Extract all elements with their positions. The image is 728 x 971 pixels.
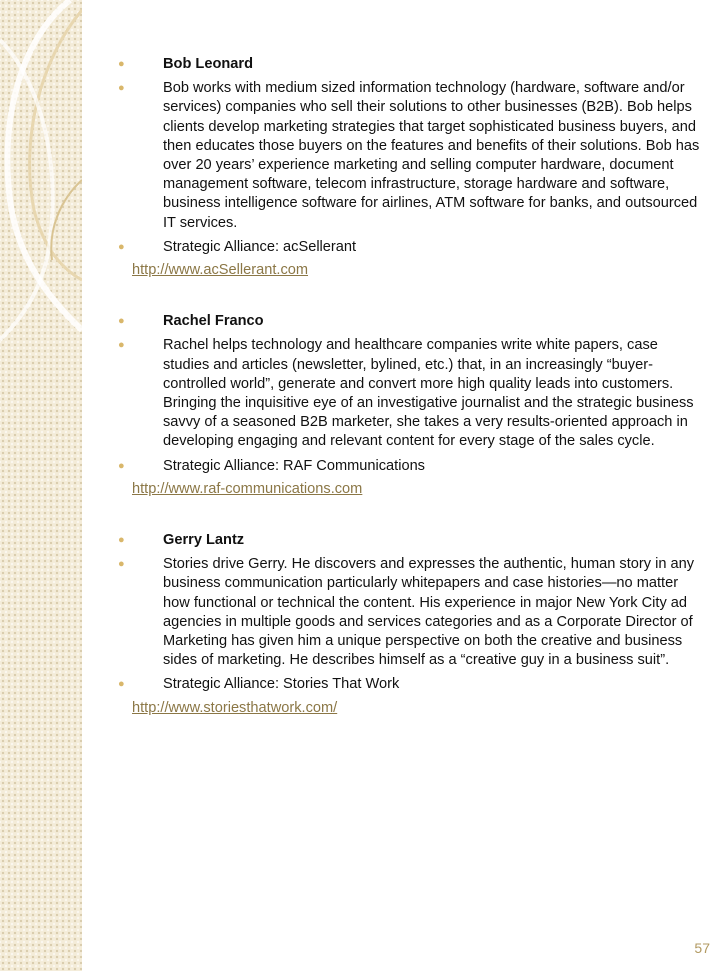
bullet-icon: ● bbox=[118, 315, 125, 328]
profile-alliance-item bbox=[118, 238, 708, 257]
bullet-icon: ● bbox=[118, 558, 125, 571]
profile-section bbox=[118, 312, 708, 499]
profile-description: Bob works with medium sized information technology (hardware, software and/or services) companies who sell their solutions to other businesses (B2B). Bob helps clients develop marketing strategies that target sophisticated business buyers, and then educates those buyers on the features and benefits of their solutions. Bob has over 20 years’ experience marketing and selling computer hardware, document management software, telecom infrastructure, storage hardware and software, business intelligence software for airlines, ATM software for banks, and outsourced IT services. bbox=[163, 80, 700, 231]
profile-alliance: Strategic Alliance: RAF Communications bbox=[163, 457, 425, 474]
bullet-icon: ● bbox=[118, 534, 125, 547]
bullet-icon: ● bbox=[118, 678, 125, 691]
bullet-icon: ● bbox=[118, 82, 125, 95]
profile-description-item bbox=[118, 79, 708, 233]
bullet-icon: ● bbox=[118, 240, 125, 253]
bullet-icon: ● bbox=[118, 339, 125, 352]
page-content bbox=[118, 52, 708, 750]
profile-section bbox=[118, 55, 708, 280]
profile-name-item bbox=[118, 531, 708, 550]
profile-section bbox=[118, 531, 708, 718]
profile-name: Gerry Lantz bbox=[163, 532, 245, 549]
profile-alliance: Strategic Alliance: Stories That Work bbox=[163, 676, 400, 693]
bullet-icon: ● bbox=[118, 58, 125, 70]
profile-link[interactable]: http://www.acSellerant.com bbox=[132, 262, 309, 279]
decorative-sidebar bbox=[0, 0, 82, 971]
profile-name-item bbox=[118, 55, 708, 74]
profile-alliance-item bbox=[118, 675, 708, 694]
profile-link[interactable]: http://www.storiesthatwork.com/ bbox=[132, 699, 338, 716]
profile-link[interactable]: http://www.raf-communications.com bbox=[132, 480, 363, 497]
profile-name: Rachel Franco bbox=[163, 313, 264, 330]
profile-description-item bbox=[118, 336, 708, 451]
bullet-icon: ● bbox=[118, 459, 125, 472]
profile-alliance: Strategic Alliance: acSellerant bbox=[163, 238, 357, 255]
profile-description: Stories drive Gerry. He discovers and expresses the authentic, human story in any business communication particularly whitepapers and case histories—no matter how functional or technical the content. His experience in major New York City ad agencies in multiple goods and services categories and as a Corporate Director of Marketing has given him a unique perspective on both the creative and business sides of marketing. He describes himself as a “creative guy in a business suit”. bbox=[163, 556, 695, 669]
profile-name-item bbox=[118, 312, 708, 331]
profile-description: Rachel helps technology and healthcare companies write white papers, case studies and articles (newsletter, bylined, etc.) that, in an increasingly “buyer-controlled world”, generate and convert more high quality leads into customers. Bringing the inquisitive eye of an investigative journalist and the strategic business savvy of a seasoned B2B marketer, she takes a very results-oriented approach in developing engaging and relevant content for every stage of the sales cycle. bbox=[163, 337, 694, 450]
profile-description-item bbox=[118, 555, 708, 670]
page-number: 57 bbox=[694, 940, 710, 956]
profile-name: Bob Leonard bbox=[163, 56, 253, 72]
decorative-curves bbox=[0, 0, 82, 971]
profile-alliance-item bbox=[118, 457, 708, 476]
